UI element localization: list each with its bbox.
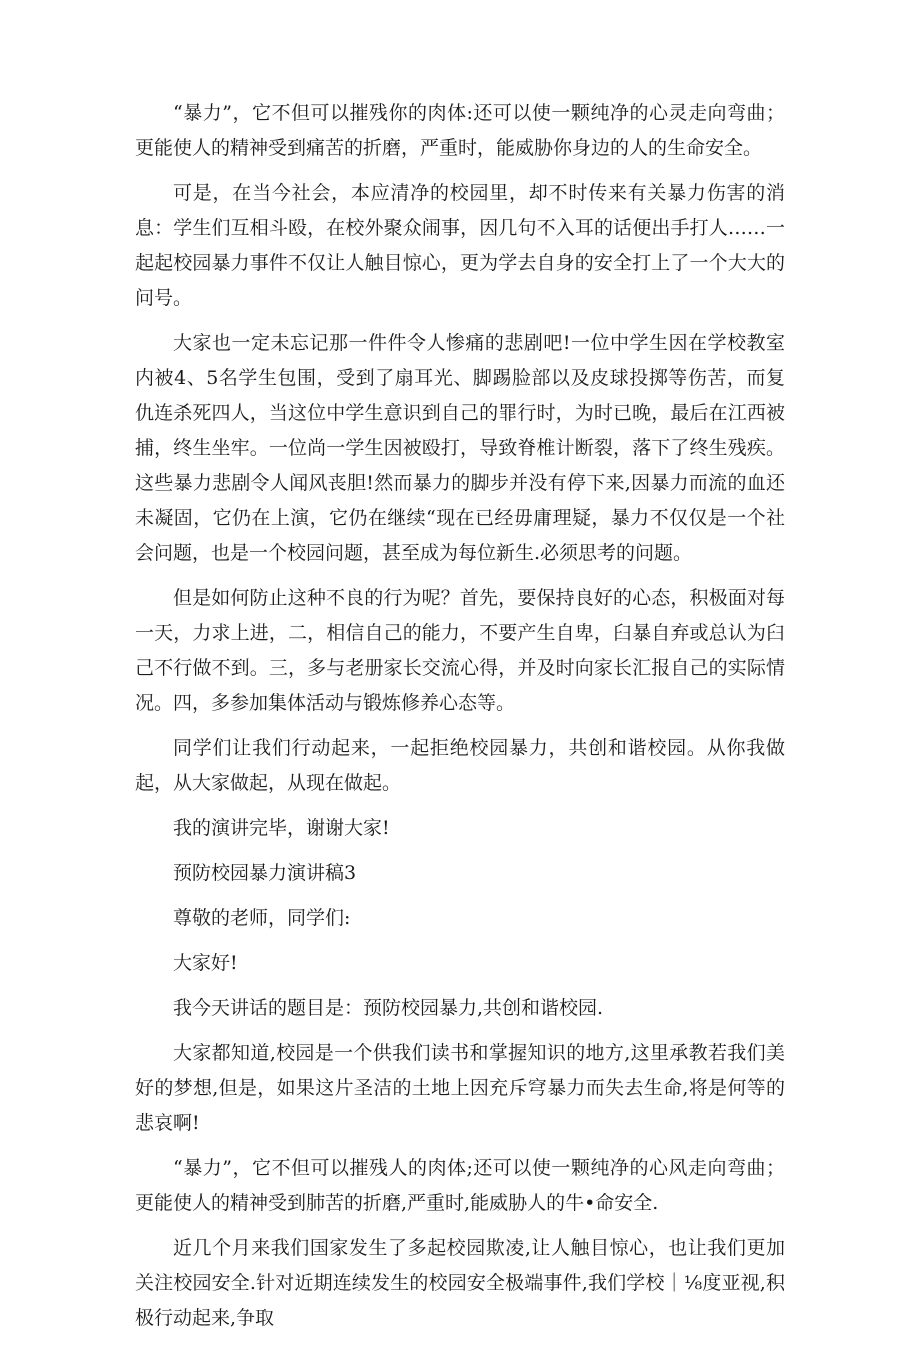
speech-topic: 我今天讲话的题目是：预防校园暴力,共创和谐校园.: [173, 997, 604, 1019]
paragraph-5: 同学们让我们行动起来，一起拒绝校园暴力，共创和谐校园。从你我做起，从大家做起，从现在做起。: [135, 737, 785, 794]
salutation: 尊敬的老师，同学们:: [173, 907, 351, 929]
document-body: [135, 96, 785, 1346]
paragraph-1: “暴力”，它不但可以摧残你的肉体:还可以使一颗纯净的心灵走向弯曲；更能使人的精神受到痛苦的折磨，严重时，能威胁你身边的人的生命安全。: [135, 102, 785, 159]
paragraph-3: 大家也一定未忘记那一件件令人惨痛的悲剧吧!一位中学生因在学校教室内被4、5名学生包围，受到了扇耳光、脚踢脸部以及皮球投掷等伤苦，而复仇连杀死四人，当这位中学生意识到自己的罪行时，为时已晚，最后在江西被捕，终生坐牢。一位尚一学生因被殴打，导致脊椎计断裂，落下了终生残疾。这些暴力悲剧令人闻风丧胆!然而暴力的脚步并没有停下来,因暴力而流的血还未凝固，它仍在上演，它仍在继续“现在已经毋庸理疑，暴力不仅仅是一个社会问题，也是一个校园问题，甚至成为每位新生.必须思考的问题。: [135, 332, 785, 564]
greeting: 大家好!: [173, 952, 238, 974]
paragraph-4: 但是如何防止这种不良的行为呢？首先，要保持良好的心态，积极面对每一天，力求上进，二，相信自己的能力，不要产生自卑，臼暴自弃或总认为臼己不行做不到。三，多与老册家长交流心得，并及时向家长汇报自己的实际情况。四，多参加集体活动与锻炼修养心态等。: [135, 587, 785, 714]
section-title: 预防校园暴力演讲稿3: [173, 862, 357, 884]
paragraph-13: 近几个月来我们国家发生了多起校园欺凌,让人触目惊心，也让我们更加关注校园安全.针对近期连续发生的校园安全极端事件,我们学校｜⅛度亚视,积极行动起来,争取: [135, 1237, 785, 1329]
paragraph-11: 大家都知道,校园是一个供我们读书和掌握知识的地方,这里承教若我们美好的梦想,但是，如果这片圣洁的土地上因充斥穹暴力而失去生命,将是何等的悲哀啊!: [135, 1042, 785, 1134]
paragraph-12: “暴力”，它不但可以摧残人的肉体;还可以使一颗纯净的心风走向弯曲；更能使人的精神受到肺苦的折磨,严重时,能威胁人的牛•命安全.: [135, 1157, 785, 1214]
paragraph-6: 我的演讲完毕，谢谢大家!: [173, 817, 390, 839]
paragraph-2: 可是，在当今社会，本应清净的校园里，却不时传来有关暴力伤害的消息：学生们互相斗殴，在校外聚众闹事，因几句不入耳的话便出手打人……一起起校园暴力事件不仅让人触目惊心，更为学去自身的安全打上了一个大大的问号。: [135, 182, 785, 309]
